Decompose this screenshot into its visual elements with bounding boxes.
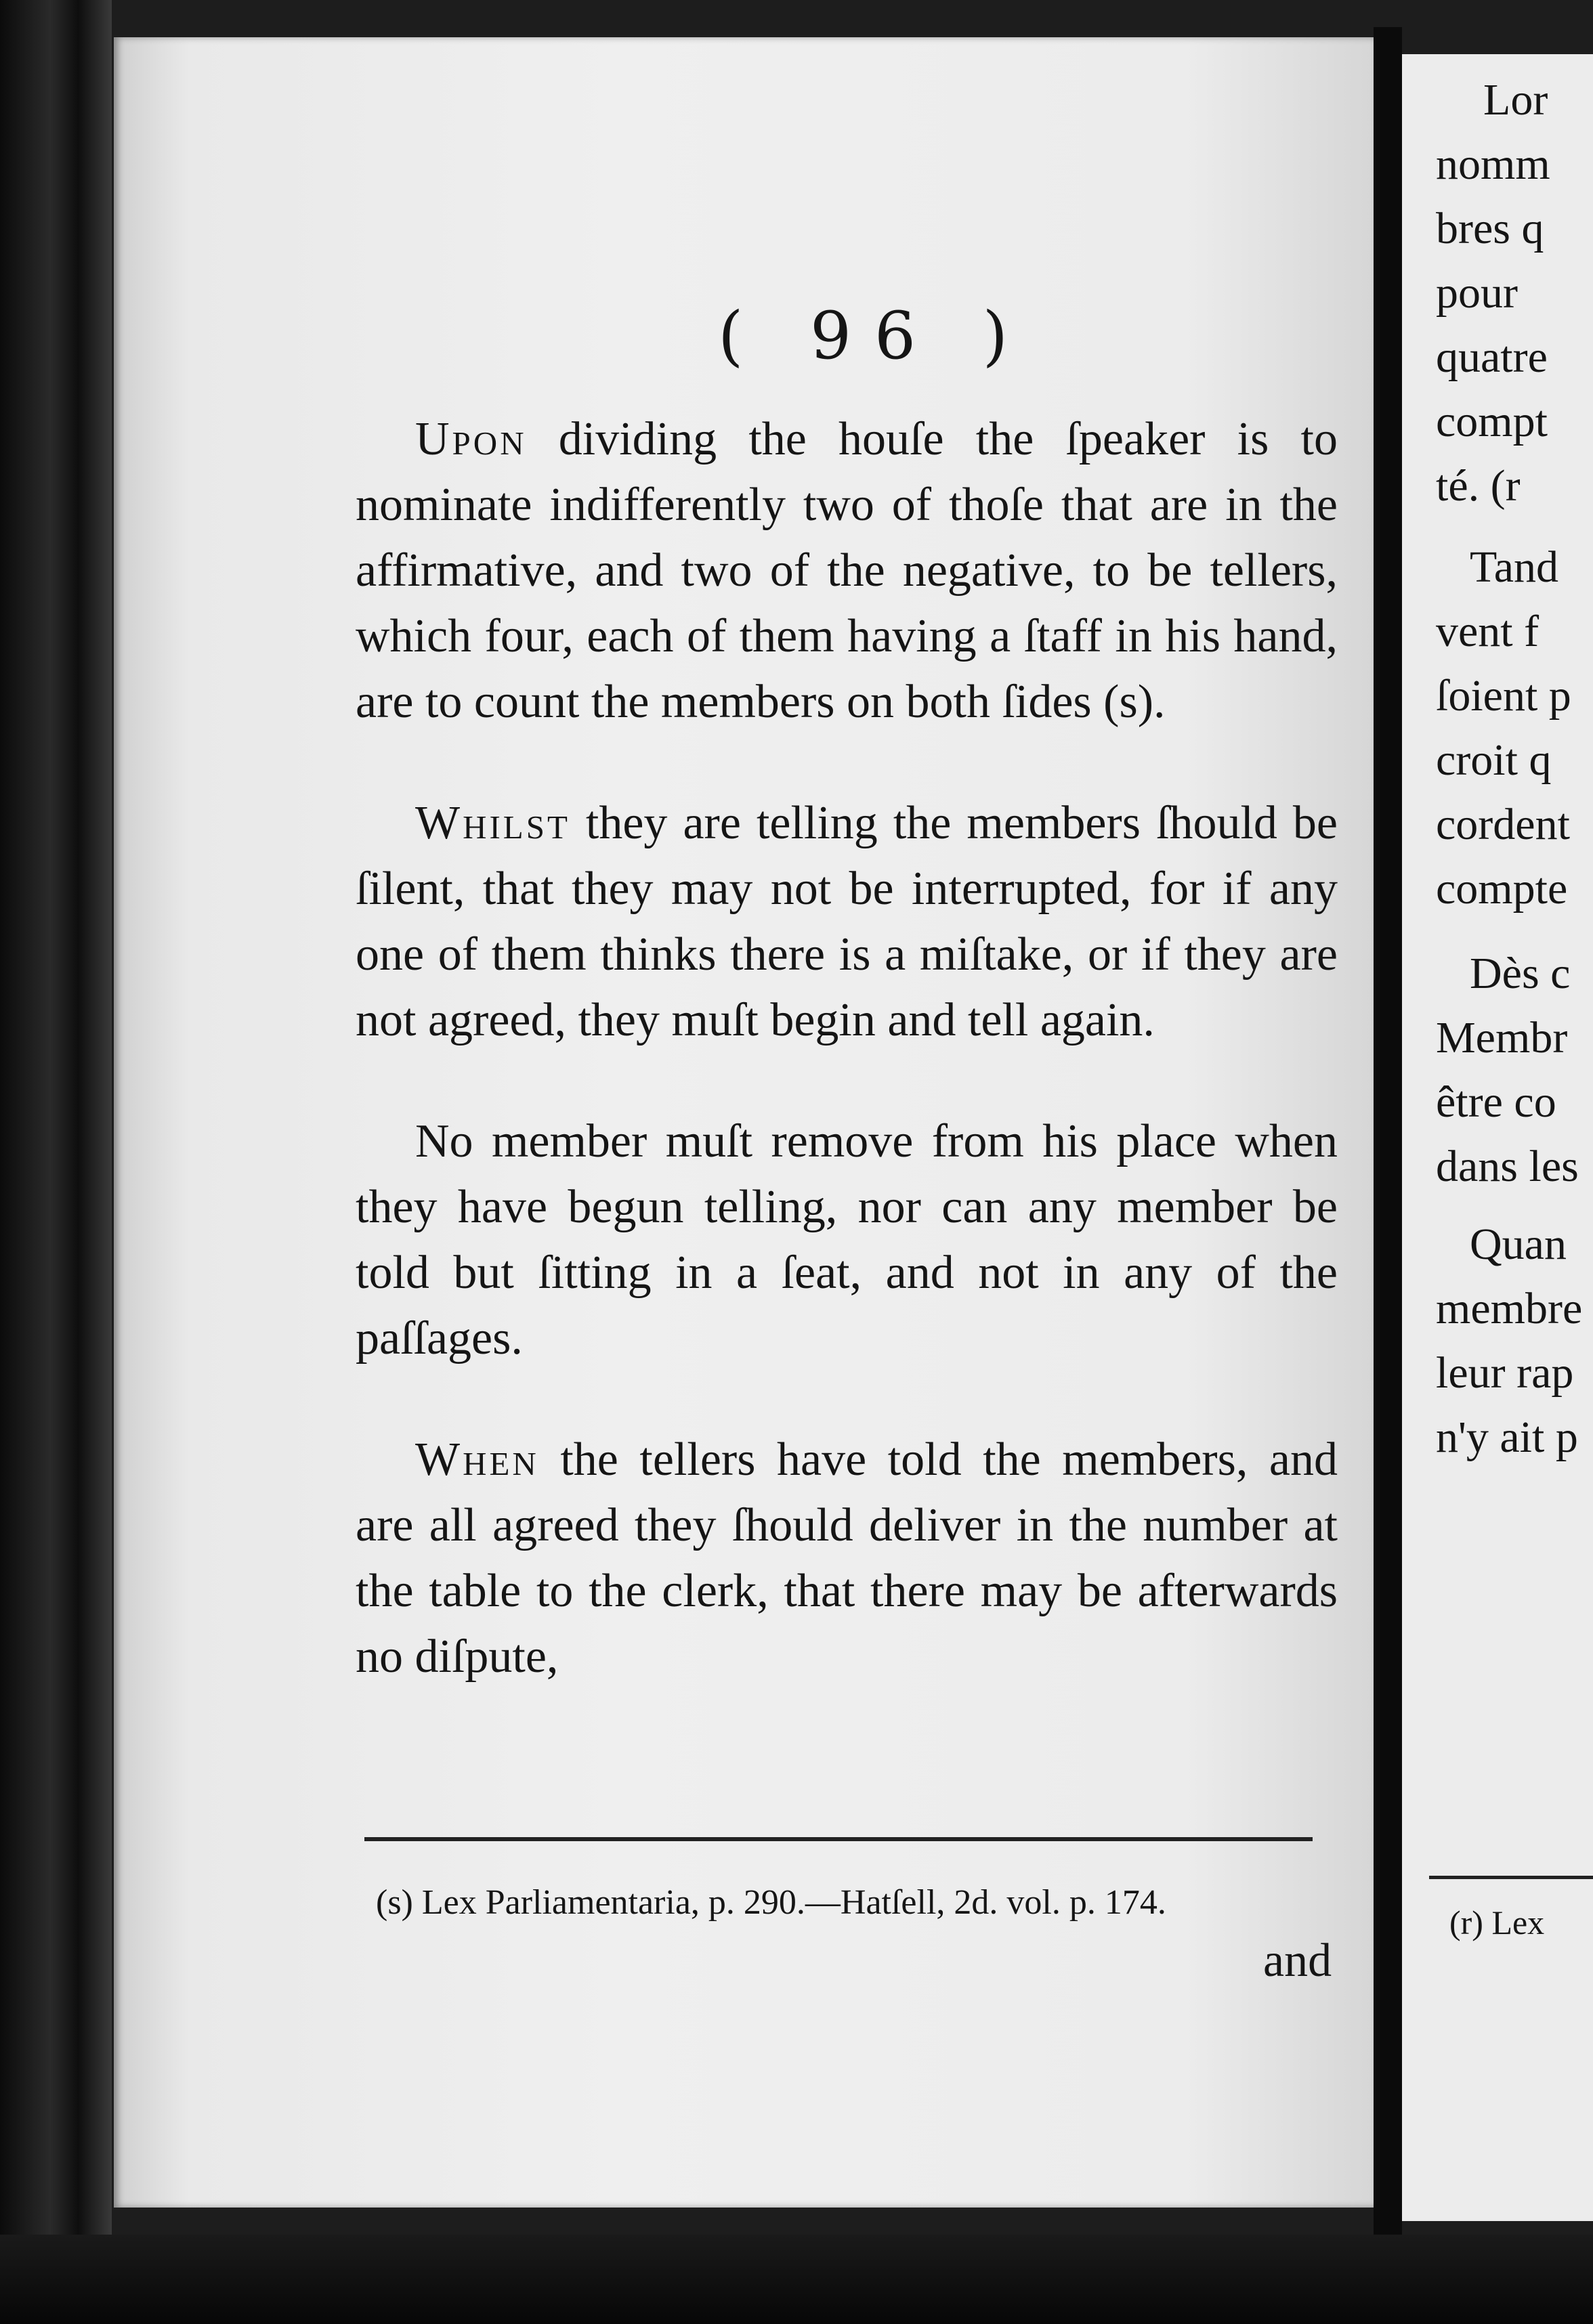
right-line: Dès c bbox=[1470, 949, 1571, 998]
paragraph-3-text: No member muſt remove from his place when they have begun telling, nor can any member be told but ſitting in a ſeat, and not in any of the paſſages. bbox=[356, 1115, 1338, 1364]
right-page bbox=[1402, 54, 1593, 2221]
paragraph-2 bbox=[356, 790, 1338, 1053]
right-line: compte bbox=[1436, 864, 1568, 913]
right-line: nomm bbox=[1436, 139, 1550, 189]
paragraph-2-lead: Whilst bbox=[415, 797, 570, 849]
paragraph-1-lead: Upon bbox=[415, 413, 527, 465]
paragraph-3 bbox=[356, 1109, 1338, 1371]
right-line: membre bbox=[1436, 1284, 1583, 1333]
right-line: Tand bbox=[1470, 542, 1559, 592]
right-line: dans les bbox=[1436, 1142, 1579, 1191]
paragraph-1-text: dividing the houſe the ſpeaker is to nominate indifferently two of thoſe that are in the affirmative, and two of the negative, to be tellers, which four, each of them having a ſtaff in his hand, are to count the members on both ſides (s). bbox=[356, 413, 1338, 728]
right-line: vent f bbox=[1436, 607, 1539, 656]
right-line: Membr bbox=[1436, 1013, 1568, 1062]
right-line: Lor bbox=[1483, 75, 1548, 125]
right-line: té. (r bbox=[1436, 461, 1521, 511]
catchword: and bbox=[1263, 1935, 1332, 1987]
page-gutter bbox=[1374, 27, 1402, 2248]
footnote-rule bbox=[364, 1837, 1313, 1841]
right-line: cordent bbox=[1436, 800, 1570, 849]
right-footnote-rule bbox=[1429, 1876, 1593, 1879]
right-line: compt bbox=[1436, 397, 1548, 446]
footnote: (s) Lex Parliamentaria, p. 290.—Hatſell, 2d. vol. p. 174. bbox=[376, 1883, 1166, 1922]
right-line: ſoient p bbox=[1436, 671, 1571, 720]
book-binding bbox=[0, 0, 112, 2324]
right-line: croit q bbox=[1436, 735, 1552, 785]
right-line: bres q bbox=[1436, 204, 1544, 253]
right-line: Quan bbox=[1470, 1220, 1567, 1269]
page-number: ( 96 ) bbox=[718, 298, 1032, 374]
right-line: pour bbox=[1436, 268, 1518, 318]
right-line: être co bbox=[1436, 1077, 1556, 1127]
scan-bottom-edge bbox=[0, 2235, 1593, 2324]
right-line: leur rap bbox=[1436, 1348, 1574, 1398]
right-line: n'y ait p bbox=[1436, 1413, 1578, 1462]
paragraph-4-lead: When bbox=[415, 1434, 539, 1486]
paragraph-1 bbox=[356, 406, 1338, 735]
right-line: quatre bbox=[1436, 332, 1548, 382]
main-text bbox=[356, 406, 1338, 1690]
paragraph-2-text: they are telling the members ſhould be ſilent, that they may not be interrupted, for if any one of them thinks there is a miſtake, or if they are not agreed, they muſt begin and tell again. bbox=[356, 797, 1338, 1046]
right-footnote: (r) Lex bbox=[1449, 1903, 1545, 1941]
paragraph-4-text: the tellers have told the members, and are all agreed they ſhould deliver in the number at the table to the clerk, that there may be afterwards no diſpute, bbox=[356, 1434, 1338, 1683]
paragraph-4 bbox=[356, 1427, 1338, 1690]
